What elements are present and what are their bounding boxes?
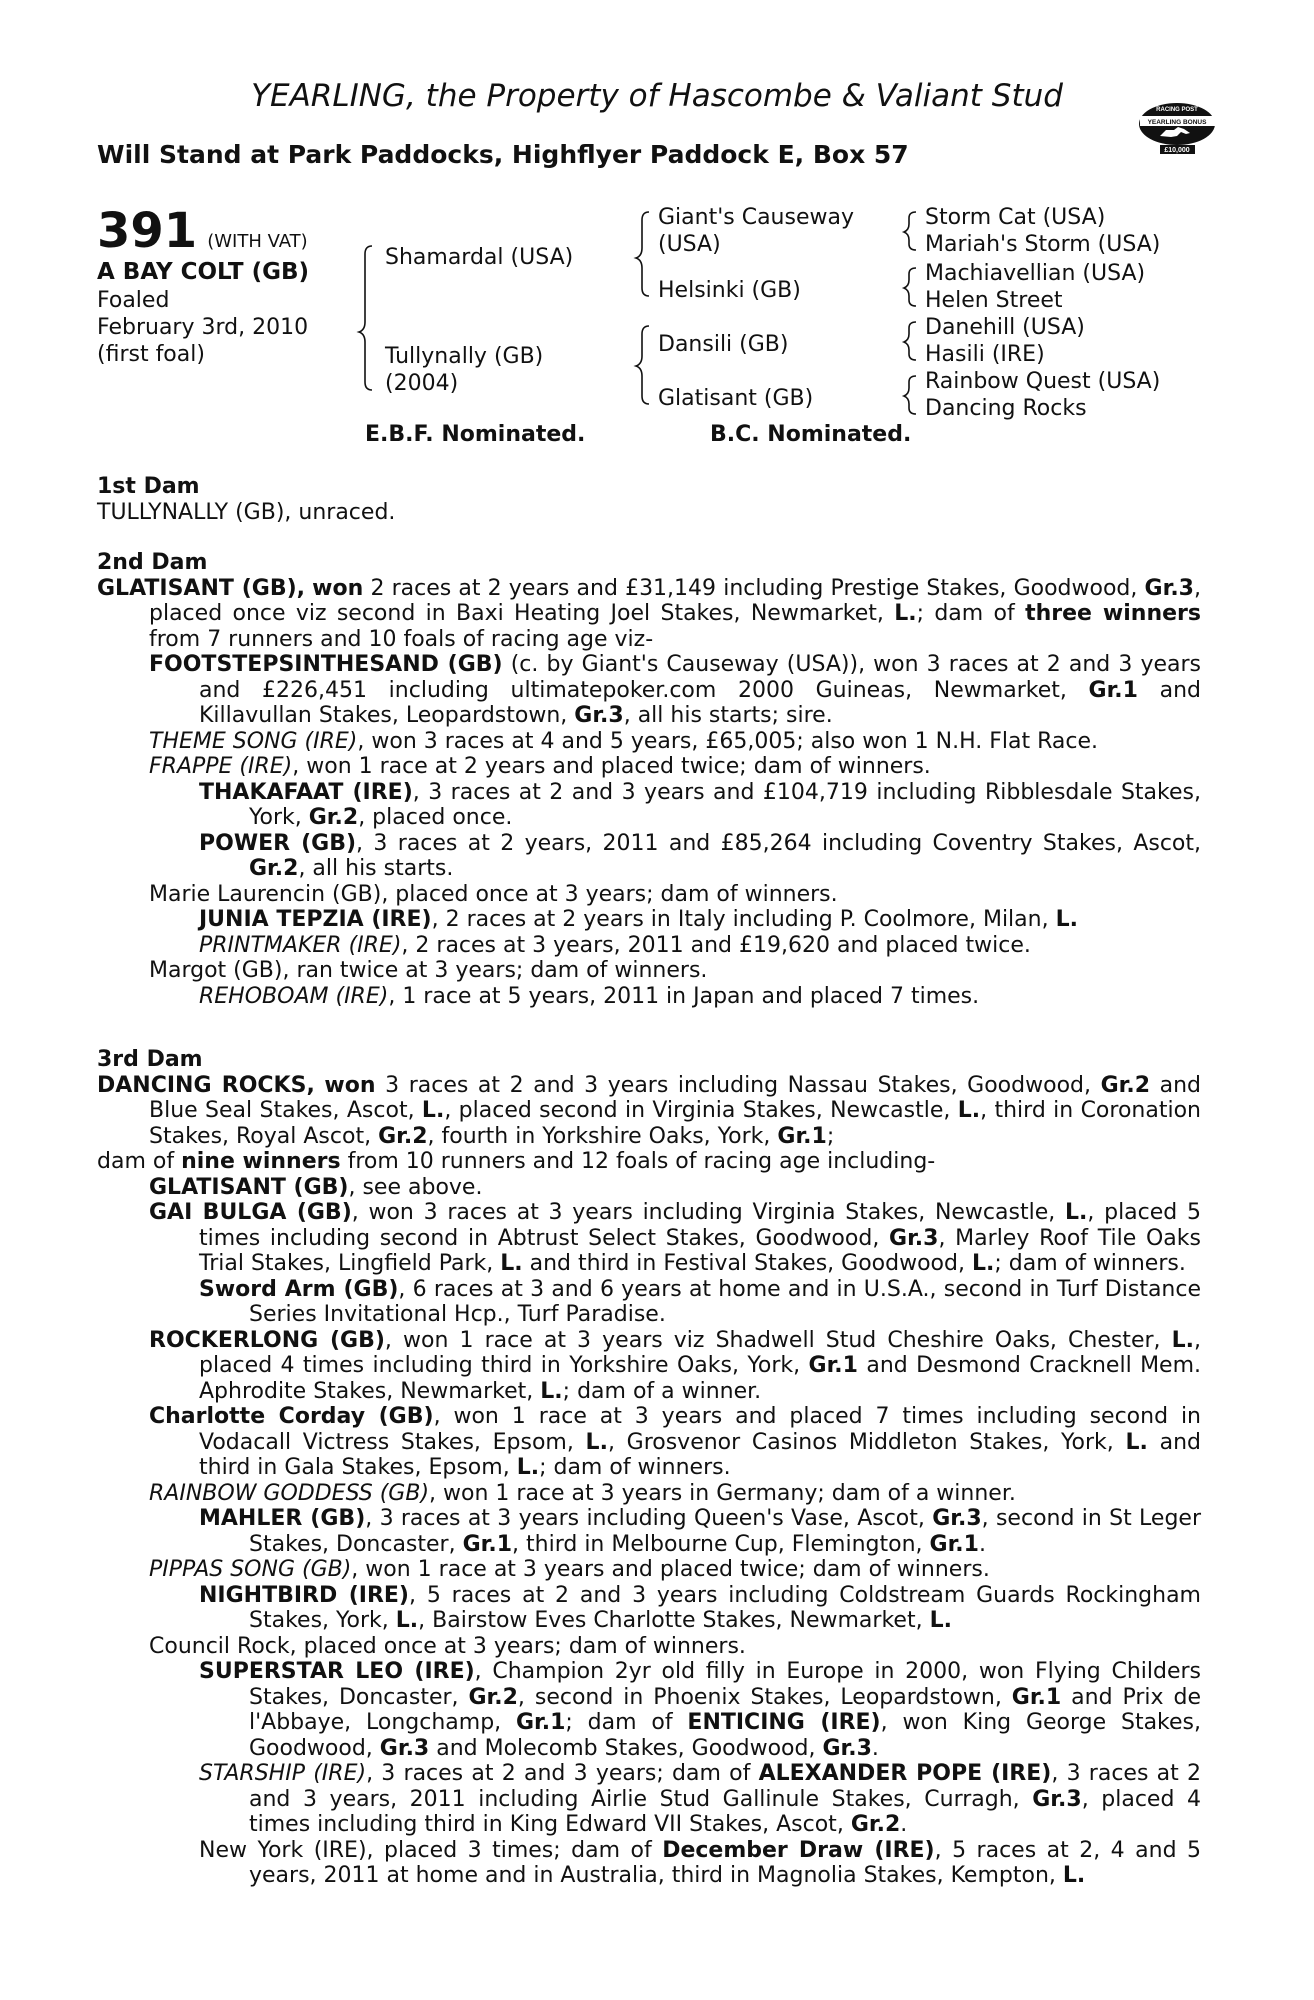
dam-sire: Dansili (GB) <box>658 332 789 357</box>
progeny-entry: Margot (GB), ran twice at 3 years; dam of winners. <box>149 958 708 983</box>
grand-progeny-entry: NIGHTBIRD (IRE), 5 races at 2 and 3 years including Coldstream Guards Rockingham Stakes, York, L., Bairstow Eves Charlotte Stakes, Newmarket, L. <box>199 1582 1201 1633</box>
stand-location: Will Stand at Park Paddocks, Highflyer Paddock E, Box 57 <box>97 140 909 169</box>
bracket-sd <box>904 268 916 306</box>
bracket-dd <box>904 376 916 414</box>
bracket-ds <box>904 322 916 360</box>
progeny-entry: FOOTSTEPSINTHESAND (GB) (c. by Giant's Causeway (USA)), won 3 races at 2 and 3 years and £226,451 including ultimatepoker.com 2000 Guineas, Newmarket, Gr.1 and Killavullan Stakes, Leopardstown, Gr.3, all his starts; sire. <box>149 652 1201 728</box>
grand-progeny-entry: REHOBOAM (IRE), 1 race at 5 years, 2011 in Japan and placed 7 times. <box>199 983 980 1009</box>
third-dam-heading: 3rd Dam <box>97 1047 203 1072</box>
foaled-date: February 3rd, 2010 <box>97 315 309 340</box>
grand-progeny-entry: THAKAFAAT (IRE), 3 races at 2 and 3 years and £104,719 including Ribblesdale Stakes, York, Gr.2, placed once. <box>199 779 1201 830</box>
first-dam-text: TULLYNALLY (GB), unraced. <box>97 499 396 525</box>
foaled-label: Foaled <box>97 288 170 313</box>
progeny-entry: GLATISANT (GB), see above. <box>149 1174 483 1200</box>
g-dam-sire-sire: Danehill (USA) <box>925 315 1085 340</box>
progeny-entry: ROCKERLONG (GB), won 1 race at 3 years viz Shadwell Stud Cheshire Oaks, Chester, L., placed 4 times including third in Yorkshire Oaks, York, Gr.1 and Desmond Cracknell Mem. Aphrodite Stakes, Newmarket, L.; dam of a winner. <box>149 1327 1202 1404</box>
foal-note: (first foal) <box>97 342 205 367</box>
bc-nominated: B.C. Nominated. <box>710 422 912 447</box>
sire: Shamardal (USA) <box>385 245 574 270</box>
grand-progeny-entry: Sword Arm (GB), 6 races at 3 and 6 years at home and in U.S.A., second in Turf Distance Series Invitational Hcp., Turf Paradise. <box>199 1276 1201 1327</box>
badge-mid-text: YEARLING BONUS <box>1147 119 1207 126</box>
grand-progeny-entry: SUPERSTAR LEO (IRE), Champion 2yr old filly in Europe in 2000, won Flying Childers Stakes, Doncaster, Gr.2, second in Phoenix Stakes, Leopardstown, Gr.1 and Prix de l'Abbaye, Longchamp, Gr.1; dam of ENTICING (IRE), won King George Stakes, Goodwood, Gr.3 and Molecomb Stakes, Goodwood, Gr.3. <box>199 1659 1202 1761</box>
lot-number: 391 <box>97 203 198 259</box>
sire-sire: Giant's Causeway <box>658 205 854 230</box>
grand-progeny-entry: New York (IRE), placed 3 times; dam of December Draw (IRE), 5 races at 2, 4 and 5 years, 2011 at home and in Australia, third in Magnolia Stakes, Kempton, L. <box>199 1837 1202 1888</box>
g-sire-dam-sire: Machiavellian (USA) <box>925 261 1146 286</box>
badge-top-text: RACING POST <box>1156 107 1198 113</box>
third-dam-summary: dam of nine winners from 10 runners and 12 foals of racing age including- <box>97 1149 936 1174</box>
progeny-entry: Council Rock, placed once at 3 years; dam of winners. <box>149 1633 746 1659</box>
bracket-main <box>359 246 372 390</box>
progeny-entry: Charlotte Corday (GB), won 1 race at 3 years and placed 7 times including second in Vodacall Victress Stakes, Epsom, L., Grosvenor Casinos Middleton Stakes, York, L. and third in Gala Stakes, Epsom, L.; dam of winners. <box>149 1404 1201 1480</box>
vat-note: (WITH VAT) <box>207 231 308 252</box>
progeny-entry: RAINBOW GODDESS (GB), won 1 race at 3 years in Germany; dam of a winner. <box>149 1480 1016 1506</box>
g-sire-sire-sire: Storm Cat (USA) <box>925 205 1106 230</box>
dam-sections <box>97 474 1201 1889</box>
g-sire-dam-dam: Helen Street <box>925 288 1063 313</box>
dam-name: Tullynally (GB) <box>385 344 544 369</box>
lot-name: A BAY COLT (GB) <box>97 259 310 285</box>
progeny-entry: PIPPAS SONG (GB), won 1 race at 3 years and placed twice; dam of winners. <box>149 1557 990 1582</box>
bracket-dam <box>636 326 649 404</box>
g-dam-dam-sire: Rainbow Quest (USA) <box>925 369 1161 394</box>
second-dam-heading: 2nd Dam <box>97 550 208 575</box>
badge-bottom-text: £10,000 <box>1164 147 1190 154</box>
ebf-nominated: E.B.F. Nominated. <box>365 422 586 447</box>
property-title: YEARLING, the Property of Hascombe & Valiant Stud <box>251 78 1063 114</box>
grand-progeny-entry: POWER (GB), 3 races at 2 years, 2011 and £85,264 including Coventry Stakes, Ascot, Gr.2, all his starts. <box>199 830 1202 881</box>
sire-dam: Helsinki (GB) <box>658 278 801 303</box>
progeny-entry: GAI BULGA (GB), won 3 races at 3 years including Virginia Stakes, Newcastle, L., placed 5 times including second in Abtrust Select Stakes, Goodwood, Gr.3, Marley Roof Tile Oaks Trial Stakes, Lingfield Park, L. and third in Festival Stakes, Goodwood, L.; dam of winners. <box>149 1200 1201 1276</box>
grand-progeny-entry: JUNIA TEPZIA (IRE), 2 races at 2 years in Italy including P. Coolmore, Milan, L. <box>199 907 1078 932</box>
second-dam-entry: GLATISANT (GB), won 2 races at 2 years and £31,149 including Prestige Stakes, Goodwood, Gr.3, placed once viz second in Baxi Heating Joel Stakes, Newmarket, L.; dam of three winners from 7 runners and 10 foals of racing age viz- <box>97 575 1201 652</box>
bracket-sire <box>636 212 649 296</box>
dam-dam: Glatisant (GB) <box>658 386 814 411</box>
progeny-entry: THEME SONG (IRE), won 3 races at 4 and 5 years, £65,005; also won 1 N.H. Flat Race. <box>149 728 1098 754</box>
g-sire-sire-dam: Mariah's Storm (USA) <box>925 232 1161 257</box>
bracket-ss <box>904 212 916 250</box>
grand-progeny-entry: PRINTMAKER (IRE), 2 races at 3 years, 2011 and £19,620 and placed twice. <box>199 932 1031 958</box>
grand-progeny-entry: STARSHIP (IRE), 3 races at 2 and 3 years; dam of ALEXANDER POPE (IRE), 3 races at 2 and 3 years, 2011 including Airlie Stud Gallinule Stakes, Curragh, Gr.3, placed 4 times including third in King Edward VII Stakes, Ascot, Gr.2. <box>199 1761 1202 1837</box>
dam-year: (2004) <box>385 371 459 396</box>
first-dam-heading: 1st Dam <box>97 474 200 499</box>
g-dam-sire-dam: Hasili (IRE) <box>925 342 1045 367</box>
progeny-entry: FRAPPE (IRE), won 1 race at 2 years and placed twice; dam of winners. <box>149 754 931 779</box>
g-dam-dam-dam: Dancing Rocks <box>925 396 1087 421</box>
grand-progeny-entry: MAHLER (GB), 3 races at 3 years including Queen's Vase, Ascot, Gr.3, second in St Leger Stakes, Doncaster, Gr.1, third in Melbourne Cup, Flemington, Gr.1. <box>199 1506 1201 1557</box>
sire-sire-country: (USA) <box>658 232 721 257</box>
third-dam-entry: DANCING ROCKS, won 3 races at 2 and 3 years including Nassau Stakes, Goodwood, Gr.2 and Blue Seal Stakes, Ascot, L., placed second in Virginia Stakes, Newcastle, L., third in Coronation Stakes, Royal Ascot, Gr.2, fourth in Yorkshire Oaks, York, Gr.1; <box>97 1072 1201 1149</box>
progeny-entry: Marie Laurencin (GB), placed once at 3 years; dam of winners. <box>149 881 838 907</box>
